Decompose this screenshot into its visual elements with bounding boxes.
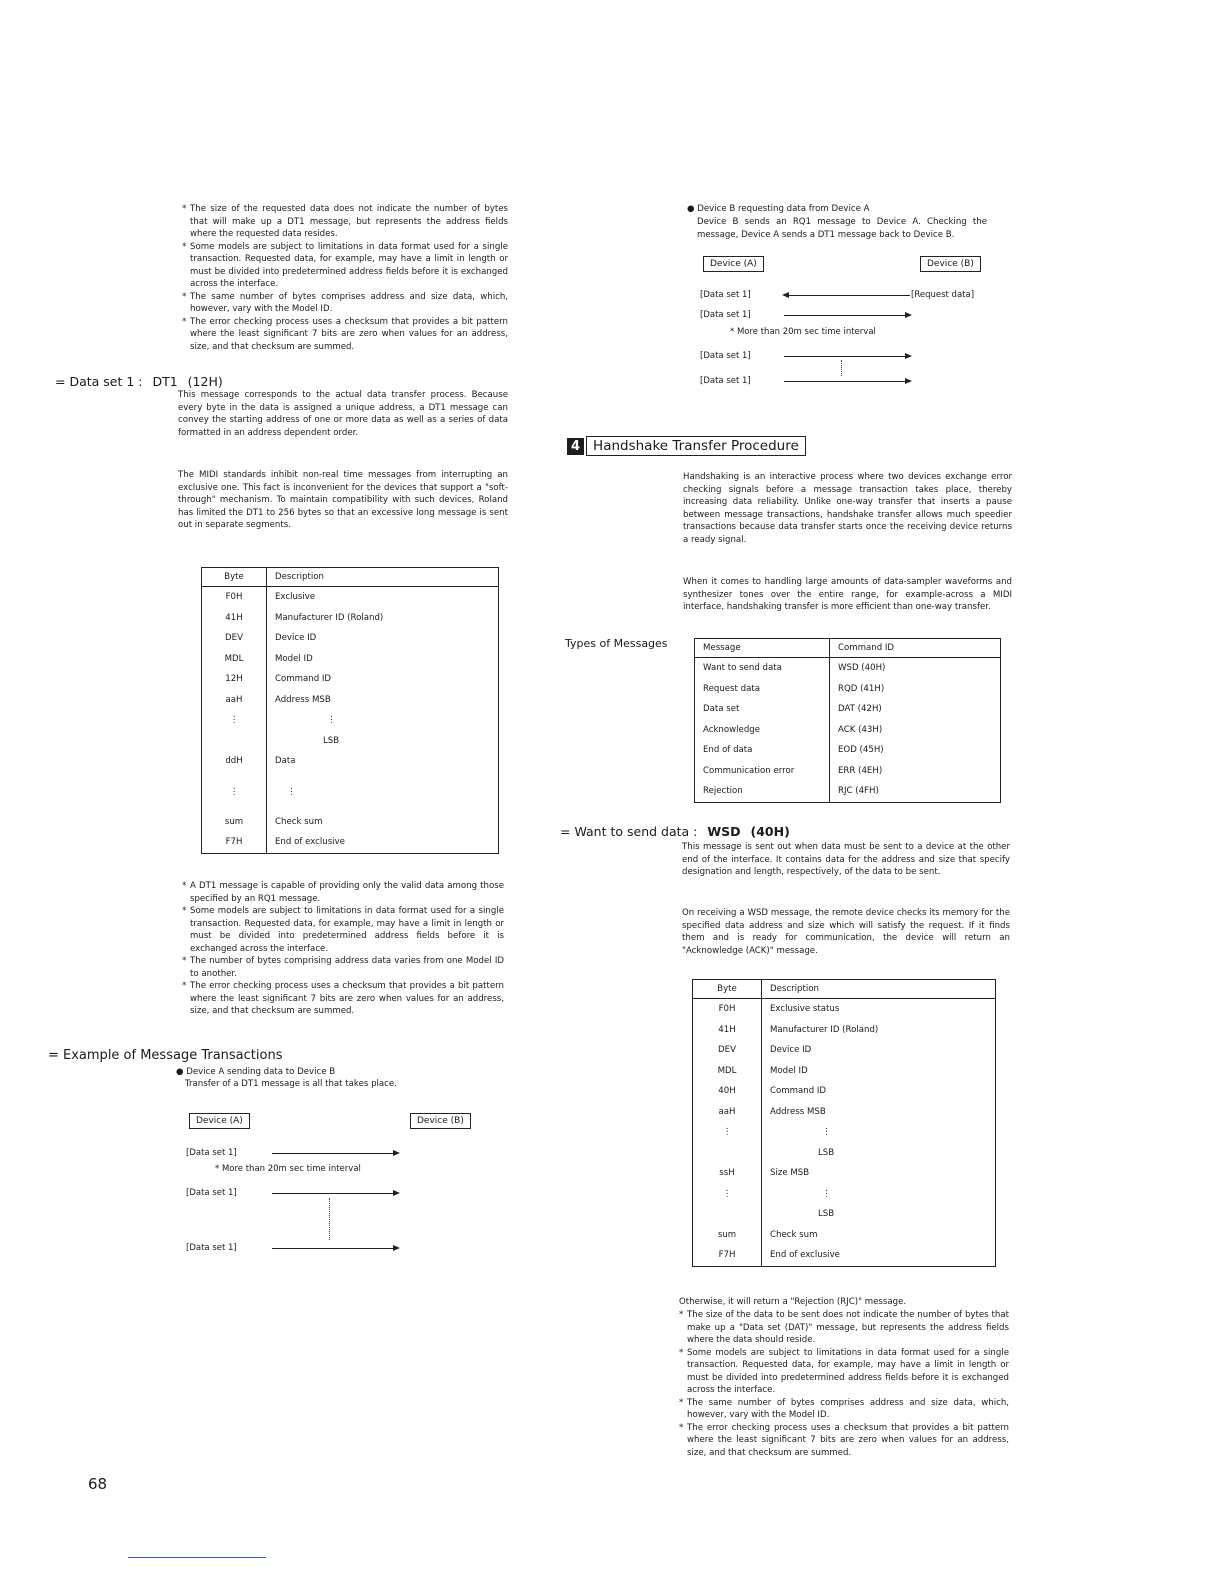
description-cell: End of exclusive xyxy=(770,1250,840,1261)
handshake-heading xyxy=(567,436,806,456)
description-cell: ⋮ xyxy=(287,786,296,797)
byte-cell: 12H xyxy=(202,669,267,690)
case-a-title: ● Device A sending data to Device B xyxy=(176,1067,336,1077)
case-b-title-text: Device B requesting data from Device A xyxy=(697,204,870,214)
data-arrow-right xyxy=(272,1153,398,1154)
handshake-paragraph-1: Handshaking is an interactive process where two devices exchange error checking signals before a message transaction takes place, thereby increasing data reliability. Unlike one-way transfer that inserts a pause between message transactions, handshake transfer allows much speedier transactions because data transfer starts once the receiving device returns a ready signal. xyxy=(683,472,1012,545)
description-cell: Model ID xyxy=(275,653,313,664)
byte-cell: sum xyxy=(693,1225,762,1246)
description-cell: ⋮ xyxy=(327,715,336,726)
table-header-description: Description xyxy=(762,980,996,999)
data-set-label: [Data set 1] xyxy=(186,1188,237,1198)
table-row xyxy=(693,1081,996,1102)
data-arrow-right xyxy=(272,1193,398,1194)
byte-cell xyxy=(693,1204,762,1225)
wsd-paragraph-1: This message is sent out when data must be sent to a device at the other end of the interface. It contains data for the address and size that specify designation and length, respectively, of the data to be sent. xyxy=(682,842,1010,877)
description-cell: Device ID xyxy=(275,633,317,644)
section-number: 4 xyxy=(567,438,584,455)
case-b-title: ● Device B requesting data from Device A xyxy=(687,204,870,214)
data-set-label: [Data set 1] xyxy=(700,376,751,386)
table-header-command-id: Command ID xyxy=(830,639,1001,658)
dt1-heading-hex: (12H) xyxy=(187,374,223,389)
table-row xyxy=(693,1040,996,1061)
table-row xyxy=(693,1225,996,1246)
interval-note: * More than 20m sec time interval xyxy=(730,327,876,337)
note-item: * The same number of bytes comprises address and size data, which, however, vary with the Model ID. xyxy=(182,291,508,316)
byte-cell: F7H xyxy=(202,832,267,853)
data-set-label: [Data set 1] xyxy=(186,1243,237,1253)
description-cell: Command ID xyxy=(275,674,332,685)
byte-cell: 41H xyxy=(202,608,267,629)
byte-cell: DEV xyxy=(693,1040,762,1061)
note-item: * The size of the requested data does not indicate the number of bytes that will make up a DT1 message, but represents the address fields where the requested data resides. xyxy=(182,203,508,241)
description-cell: Address MSB xyxy=(275,694,331,705)
table-row xyxy=(202,832,499,853)
byte-cell: F7H xyxy=(693,1245,762,1266)
byte-cell: aaH xyxy=(202,690,267,711)
byte-cell: DEV xyxy=(202,628,267,649)
description-cell: End of exclusive xyxy=(275,837,345,848)
data-arrow-right xyxy=(784,315,910,316)
dt1-paragraph-1: This message corresponds to the actual data transfer process. Because every byte in the data is assigned a unique address, a DT1 message can convey the starting address of one or more data as well as a series of data formatted in an address dependent order. xyxy=(178,390,508,438)
page-number: 68 xyxy=(88,1475,108,1493)
continuation-dots xyxy=(841,360,842,376)
note-item: * The size of the data to be sent does not indicate the number of bytes that make up a "Data set (DAT)" message, but represents the address fields where the data should reside. xyxy=(679,1309,1009,1347)
byte-cell: MDL xyxy=(693,1061,762,1082)
table-row xyxy=(202,649,499,670)
byte-cell xyxy=(693,1143,762,1164)
command-id-cell: RJC (4FH) xyxy=(838,786,879,797)
dt1-byte-table xyxy=(201,567,499,854)
data-arrow-right xyxy=(272,1248,398,1249)
table-row xyxy=(693,999,996,1020)
case-b-description: Device B sends an RQ1 message to Device A. Checking the message, Device A sends a DT1 message back to Device B. xyxy=(697,217,987,240)
case-a-title-text: Device A sending data to Device B xyxy=(186,1067,336,1077)
command-id-cell: EOD (45H) xyxy=(838,745,884,756)
dt1-heading-prefix: = Data set 1 : xyxy=(55,374,143,389)
description-cell: Size MSB xyxy=(770,1168,810,1179)
data-set-label: [Data set 1] xyxy=(700,351,751,361)
note-item: * The error checking process uses a checksum that provides a bit pattern where the least significant 7 bits are zero when values for an address, size, and that checksum are summed. xyxy=(182,316,508,354)
byte-cell: MDL xyxy=(202,649,267,670)
data-set-label: [Data set 1] xyxy=(700,290,751,300)
wsd-heading xyxy=(560,824,790,839)
description-cell: Device ID xyxy=(770,1045,812,1056)
request-arrow-left xyxy=(784,295,910,296)
byte-cell: ⋮ xyxy=(693,1184,762,1205)
wsd-otherwise: Otherwise, it will return a "Rejection (RJC)" message. xyxy=(679,1297,907,1307)
note-item: * Some models are subject to limitations in data format used for a single transaction. Requested data, for example, may have a limit in length or must be divided into predetermined address fields before it is exchanged across the interface. xyxy=(182,241,508,291)
table-row xyxy=(693,1163,996,1184)
byte-cell: F0H xyxy=(202,587,267,608)
case-a-description: Transfer of a DT1 message is all that takes place. xyxy=(185,1079,397,1089)
table-row xyxy=(202,587,499,608)
request-data-label: [Request data] xyxy=(911,290,975,300)
table-row xyxy=(695,679,1001,700)
byte-cell: ssH xyxy=(693,1163,762,1184)
continuation-dots xyxy=(329,1198,330,1240)
description-cell: Model ID xyxy=(770,1065,808,1076)
footer-rule xyxy=(128,1557,266,1558)
description-cell: Exclusive status xyxy=(770,1004,840,1015)
top-notes xyxy=(182,203,508,353)
byte-cell: ⋮ xyxy=(202,710,267,731)
description-cell: Data xyxy=(275,756,296,767)
device-a-box: Device (A) xyxy=(703,256,764,272)
wsd-byte-table xyxy=(692,979,996,1267)
wsd-heading-code: WSD xyxy=(707,824,741,839)
data-arrow-right xyxy=(784,381,910,382)
table-header-description: Description xyxy=(267,568,499,587)
table-header-byte: Byte xyxy=(202,568,267,587)
device-a-box: Device (A) xyxy=(189,1113,250,1129)
note-item: * Some models are subject to limitations in data format used for a single transaction. Requested data, for example, may have a limit in length or must be divided into predetermined address fields before it is exchanged across the interface. xyxy=(182,905,504,955)
message-cell: Communication error xyxy=(695,761,830,782)
byte-cell: aaH xyxy=(693,1102,762,1123)
table-header-row xyxy=(695,639,1001,658)
table-row xyxy=(202,731,499,752)
description-cell: Command ID xyxy=(770,1086,827,1097)
note-item: * The error checking process uses a checksum that provides a bit pattern where the least significant 7 bits are zero when values for an address, size, and that checksum are summed. xyxy=(182,980,504,1018)
table-row xyxy=(693,1184,996,1205)
command-id-cell: DAT (42H) xyxy=(838,704,882,715)
table-row xyxy=(695,781,1001,802)
description-cell: Check sum xyxy=(275,816,323,827)
table-row xyxy=(202,751,499,772)
byte-cell: sum xyxy=(202,812,267,833)
table-header-row xyxy=(202,568,499,587)
table-row xyxy=(693,1143,996,1164)
table-row xyxy=(693,1020,996,1041)
dt1-paragraph-2: The MIDI standards inhibit non-real time messages from interrupting an exclusive one. This fact is inconvenient for the devices that support a "soft-through" mechanism. To maintain compatibility with such devices, Roland has limited the DT1 to 256 bytes so that an excessive long message is sent out in separate segments. xyxy=(178,470,508,530)
handshake-paragraph-2: When it comes to handling large amounts of data-sampler waveforms and synthesizer tones over the entire range, for example-across a MIDI interface, handshaking transfer is more efficient than one-way transfer. xyxy=(683,577,1012,612)
device-b-box: Device (B) xyxy=(410,1113,471,1129)
table-header-message: Message xyxy=(695,639,830,658)
section-title: Handshake Transfer Procedure xyxy=(586,436,806,456)
table-header-row xyxy=(693,980,996,999)
table-header-byte: Byte xyxy=(693,980,762,999)
byte-cell: 41H xyxy=(693,1020,762,1041)
message-cell: Acknowledge xyxy=(695,720,830,741)
dt1-heading-code: DT1 xyxy=(152,374,178,389)
description-cell: Check sum xyxy=(770,1229,818,1240)
message-cell: Rejection xyxy=(695,781,830,802)
table-row xyxy=(695,720,1001,741)
byte-cell: ⋮ xyxy=(693,1122,762,1143)
description-cell: LSB xyxy=(323,735,340,746)
description-cell: Manufacturer ID (Roland) xyxy=(275,612,384,623)
description-cell: ⋮ xyxy=(822,1127,831,1138)
table-row xyxy=(693,1245,996,1266)
table-row xyxy=(202,812,499,833)
dt1-notes xyxy=(182,880,504,1018)
wsd-paragraph-2: On receiving a WSD message, the remote device checks its memory for the specified data address and size which will satisfy the request. If it finds them and is ready for communication, the device will return an "Acknowledge (ACK)" message. xyxy=(682,908,1010,956)
note-item: * A DT1 message is capable of providing only the valid data among those specified by an RQ1 message. xyxy=(182,880,504,905)
command-id-cell: ERR (4EH) xyxy=(838,765,883,776)
dt1-heading xyxy=(55,374,223,389)
description-cell: ⋮ xyxy=(822,1188,831,1199)
command-id-cell: RQD (41H) xyxy=(838,683,885,694)
message-cell: Data set xyxy=(695,699,830,720)
table-row xyxy=(695,761,1001,782)
message-types-table xyxy=(694,638,1001,803)
note-item: * Some models are subject to limitations in data format used for a single transaction. Requested data, for example, may have a limit in length or must be divided into predetermined address fields before it is exchanged across the interface. xyxy=(679,1347,1009,1397)
description-cell: LSB xyxy=(818,1209,835,1220)
table-row xyxy=(695,740,1001,761)
table-row xyxy=(695,658,1001,679)
data-arrow-right xyxy=(784,356,910,357)
command-id-cell: WSD (40H) xyxy=(838,663,886,674)
device-b-box: Device (B) xyxy=(920,256,981,272)
table-row xyxy=(693,1122,996,1143)
note-item: * The same number of bytes comprises address and size data, which, however, vary with the Model ID. xyxy=(679,1397,1009,1422)
table-row xyxy=(693,1102,996,1123)
byte-cell: 40H xyxy=(693,1081,762,1102)
byte-cell: ddH xyxy=(202,751,267,772)
table-row xyxy=(202,628,499,649)
wsd-heading-prefix: = Want to send data : xyxy=(560,824,698,839)
table-row xyxy=(693,1204,996,1225)
description-cell: LSB xyxy=(818,1147,835,1158)
description-cell: Manufacturer ID (Roland) xyxy=(770,1024,879,1035)
note-item: * The number of bytes comprising address data varies from one Model ID to another. xyxy=(182,955,504,980)
description-cell: Exclusive xyxy=(275,592,316,603)
message-cell: End of data xyxy=(695,740,830,761)
wsd-notes xyxy=(679,1309,1009,1459)
command-id-cell: ACK (43H) xyxy=(838,724,883,735)
message-cell: Want to send data xyxy=(695,658,830,679)
table-row xyxy=(695,699,1001,720)
table-row xyxy=(202,690,499,711)
table-row xyxy=(202,669,499,690)
table-row xyxy=(693,1061,996,1082)
note-item: * The error checking process uses a checksum that provides a bit pattern where the least significant 7 bits are zero when values for an address, size, and that checksum are summed. xyxy=(679,1422,1009,1460)
data-set-label: [Data set 1] xyxy=(186,1148,237,1158)
message-cell: Request data xyxy=(695,679,830,700)
table-row xyxy=(202,608,499,629)
data-set-label: [Data set 1] xyxy=(700,310,751,320)
byte-cell: ⋮ xyxy=(202,772,267,812)
wsd-heading-hex: (40H) xyxy=(750,824,790,839)
byte-cell: F0H xyxy=(693,999,762,1020)
description-cell: Address MSB xyxy=(770,1106,826,1117)
types-label: Types of Messages xyxy=(565,637,668,650)
table-row xyxy=(202,710,499,731)
table-row xyxy=(202,772,499,812)
byte-cell xyxy=(202,731,267,752)
interval-note: * More than 20m sec time interval xyxy=(215,1164,361,1174)
example-heading: = Example of Message Transactions xyxy=(48,1048,283,1063)
